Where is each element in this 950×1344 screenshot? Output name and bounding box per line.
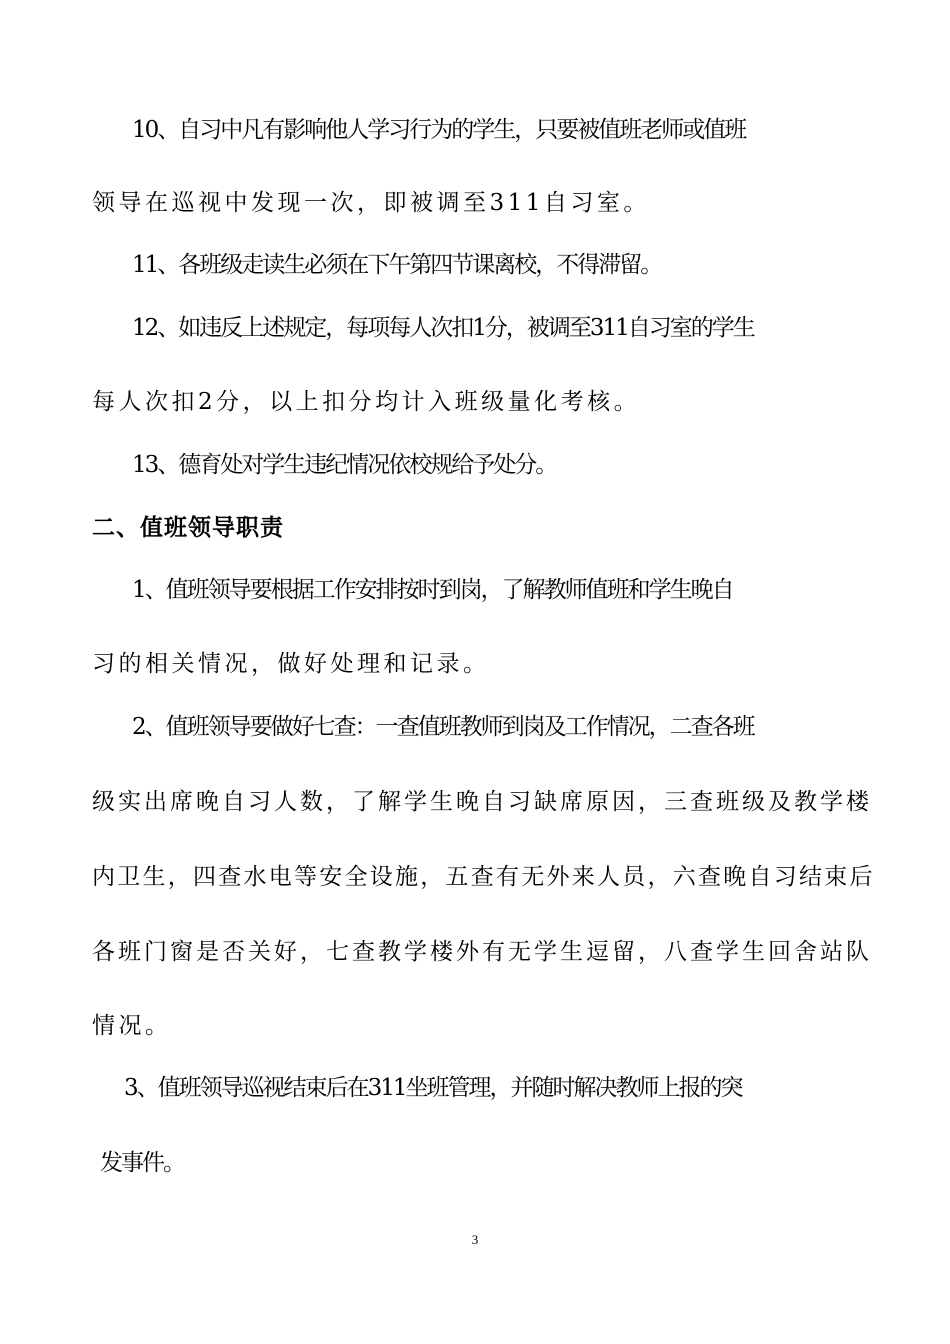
item-10-line-2: 领导在巡视中发现一次，即被调至311自习室。 [92, 190, 650, 216]
duty-1-line-2: 习的相关情况，做好处理和记录。 [92, 651, 490, 677]
item-10-line-1: 10、自习中凡有影响他人学习行为的学生，只要被值班老师或值班 [132, 117, 746, 143]
duty-3-line-1: 3、值班领导巡视结束后在311坐班管理，并随时解决教师上报的突 [124, 1075, 742, 1101]
duty-2-line-3: 内卫生，四查水电等安全设施，五查有无外来人员，六查晚自习结束后 [92, 864, 875, 890]
duty-1-line-1: 1、值班领导要根据工作安排按时到岗，了解教师值班和学生晚自 [132, 577, 733, 603]
page-number: 3 [471, 1232, 479, 1247]
item-11-line-1: 11、各班级走读生必须在下午第四节课离校，不得滞留。 [132, 252, 662, 278]
duty-2-line-2: 级实出席晚自习人数，了解学生晚自习缺席原因，三查班级及教学楼 [92, 789, 872, 815]
duty-2-line-4: 各班门窗是否关好，七查教学楼外有无学生逗留，八查学生回舍站队 [92, 939, 872, 965]
duty-2-line-1: 2、值班领导要做好七查：一查值班教师到岗及工作情况，二查各班 [132, 714, 754, 740]
section-heading: 二、值班领导职责 [92, 515, 284, 541]
duty-2-line-5: 情况。 [92, 1013, 172, 1039]
duty-3-line-2: 发事件。 [100, 1150, 184, 1176]
item-13-line-1: 13、德育处对学生违纪情况依校规给予处分。 [132, 452, 557, 478]
item-12-line-1: 12、如违反上述规定，每项每人次扣1分，被调至311自习室的学生 [132, 315, 754, 341]
item-12-line-2: 每人次扣2分，以上扣分均计入班级量化考核。 [92, 389, 641, 415]
